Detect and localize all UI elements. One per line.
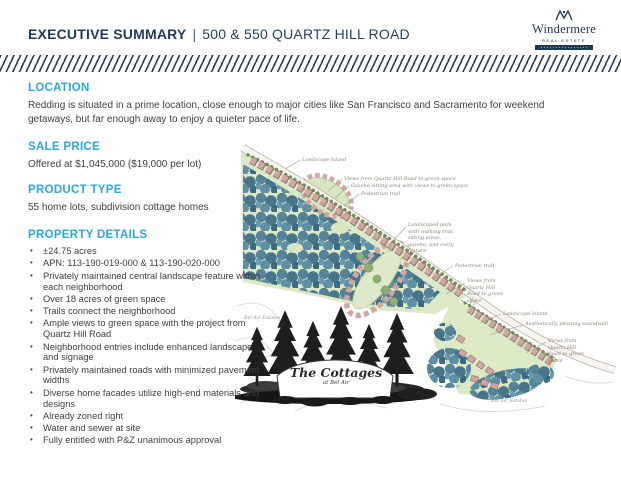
- bullet-item: • APN: 113-190-019-000 & 113-190-020-000: [28, 258, 264, 269]
- diagonal-stripe-band: [0, 55, 621, 72]
- site-plan-annotation: Pedestrian trail: [361, 191, 401, 197]
- site-plan-annotation: Landscape Island: [503, 311, 548, 317]
- bullet-item: • ±24.75 acres: [28, 246, 264, 257]
- bullet-item: • Fully entitled with P&Z unanimous approval: [28, 435, 264, 446]
- section-heading-property-details: PROPERTY DETAILS: [28, 229, 148, 242]
- title-divider: |: [192, 26, 197, 42]
- sale-price-body: Offered at $1,045,000 ($19,000 per lot): [28, 158, 202, 170]
- section-heading-product-type: PRODUCT TYPE: [28, 184, 122, 197]
- bullet-item: • Already zoned right: [28, 411, 264, 422]
- site-plan-annotation: Views from Quartz Hill Road to green space: [548, 338, 584, 364]
- brand-tagline-bar: [535, 45, 593, 50]
- brand-tagline: REAL ESTATE: [542, 38, 586, 43]
- brand-name: Windermere: [532, 22, 596, 36]
- area-label-bel-air-estates: Bel Air Estates: [244, 316, 281, 321]
- bullet-item: • Ample views to green space with the project from Quartz Hill Road: [28, 318, 264, 340]
- windermere-mark-icon: [554, 10, 574, 21]
- page-title: [28, 26, 410, 42]
- property-details-list: [28, 246, 264, 446]
- page-title-sub: 500 & 550 QUARTZ HILL ROAD: [202, 26, 410, 42]
- area-label-bel-air-estates: Bel Air Estates: [491, 399, 528, 404]
- site-plan-annotation: Gazebo sitting area with views to green space: [351, 183, 469, 189]
- bullet-item: • Trails connect the neighborhood: [28, 306, 264, 317]
- brand-logo: [525, 10, 603, 50]
- site-plan-annotation: Landscaped park with walking trail, sitting areas, gazebo, and entry feature: [408, 222, 455, 254]
- product-type-body: 55 home lots, subdivision cottage homes: [28, 202, 209, 214]
- site-plan-annotation: Pedestrian trail: [455, 263, 495, 269]
- bullet-item: • Privately maintained central landscape feature within each neighborhood: [28, 271, 264, 293]
- bullet-item: • Neighborhood entries include enhanced landscape and signage: [28, 342, 264, 364]
- bullet-item: • Water and sewer at site: [28, 423, 264, 434]
- location-body: Redding is situated in a prime location, close enough to major cities like San Francisco and Sacramento for weekend getaways, but far enough away to enjoy a quieter pace of life.: [28, 100, 545, 125]
- section-heading-location: LOCATION: [28, 82, 90, 94]
- sign-subtitle: at Bel Air: [322, 380, 350, 386]
- bullet-item: • Over 18 acres of green space: [28, 294, 264, 305]
- bullet-item: • Privately maintained roads with minimized pavement widths: [28, 365, 264, 387]
- site-plan-annotation: Views from Quartz Hill Road to green space: [467, 278, 503, 304]
- section-heading-sale-price: SALE PRICE: [28, 140, 101, 153]
- page-title-main: EXECUTIVE SUMMARY: [28, 26, 187, 42]
- site-plan-annotation: Landscape Island: [302, 157, 347, 163]
- summary-column: [28, 82, 590, 448]
- site-plan-annotation: Aesthetically pleasing soundwall: [525, 321, 608, 327]
- bullet-item: • Diverse home facades utilize high-end materials and designs: [28, 388, 264, 410]
- site-plan-annotation: Views from Quartz Hill Road to green space: [344, 176, 456, 182]
- sign-title: The Cottages: [289, 365, 383, 380]
